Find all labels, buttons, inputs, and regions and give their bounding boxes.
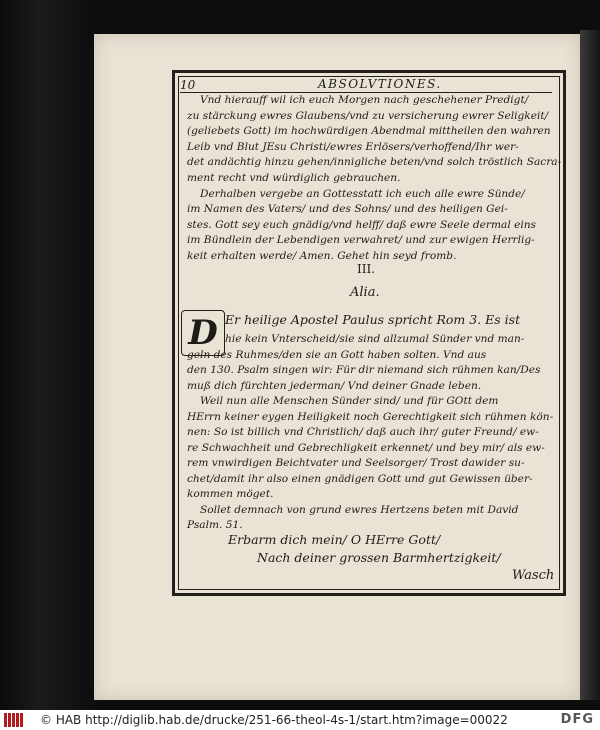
catchword: Wasch: [512, 568, 555, 583]
prayer-line-2: Nach deiner grossen Barmhertzigkeit/: [257, 550, 501, 565]
text-line: muß dich fürchten jederman/ Vnd deiner Gnade leben.: [187, 379, 482, 392]
text-line: Derhalben vergebe an Gottesstatt ich euch alle ewre Sünde/: [200, 187, 525, 200]
text-line: Weil nun alle Menschen Sünder sind/ und für GOtt dem: [200, 395, 499, 407]
section-title: Alia.: [350, 285, 380, 300]
text-line: geln des Ruhmes/den sie an Gott haben solten. Vnd aus: [187, 348, 487, 361]
text-line: (geliebets Gott) im hochwürdigen Abendmal mittheilen den wahren: [187, 125, 551, 138]
running-head: ABSOLVTIONES.: [318, 77, 442, 91]
text-line: Leib vnd Blut JEsu Christi/ewres Erlösers/verhoffend/Ihr wer-: [187, 140, 519, 153]
text-line: ment recht vnd würdiglich gebrauchen.: [187, 172, 401, 184]
text-line: Vnd hierauff wil ich euch Morgen nach geschehener Predigt/: [200, 94, 529, 106]
text-line: kommen möget.: [187, 488, 274, 500]
text-line: Psalm. 51.: [187, 519, 243, 531]
copyright-link[interactable]: © HAB http://diglib.hab.de/drucke/251-66-theol-4s-1/start.htm?image=00022: [40, 713, 508, 727]
text-line: im Namen des Vaters/ und des Sohns/ und des heiligen Gei-: [187, 203, 508, 216]
text-line: det andächtig hinzu gehen/innigliche beten/vnd solch tröstlich Sacra-: [187, 156, 562, 169]
text-line: zu stärckung ewres Glaubens/vnd zu versicherung ewrer Seligkeit/: [187, 109, 549, 122]
text-line: nen: So ist billich vnd Christlich/ daß auch ihr/ guter Freund/ ew-: [187, 426, 539, 438]
text-line: chet/damit ihr also einen gnädigen Gott und gut Gewissen über-: [187, 472, 533, 485]
footer-bar: [0, 710, 600, 730]
hab-library-icon: [4, 713, 24, 727]
text-line: rem vnwirdigen Beichtvater und Seelsorger/ Trost dawider su-: [187, 457, 525, 469]
dropcap-letter: D: [188, 313, 218, 353]
text-line: stes. Gott sey euch gnädig/vnd helff/ daß ewre Seele dermal eins: [187, 218, 536, 231]
facing-page-edge: [580, 30, 600, 700]
first-line: Er heilige Apostel Paulus spricht Rom 3. Es ist: [225, 312, 521, 327]
text-line: hie kein Vnterscheid/sie sind allzumal Sünder vnd man-: [225, 333, 525, 345]
dfg-logo: DFG: [560, 712, 594, 727]
text-line: den 130. Psalm singen wir: Für dir niemand sich rühmen kan/Des: [187, 364, 541, 376]
page-number: 10: [180, 78, 196, 92]
text-line: Sollet demnach von grund ewres Hertzens beten mit David: [200, 503, 519, 516]
section-number: III.: [357, 262, 376, 276]
text-line: im Bündlein der Lebendigen verwahret/ und zur ewigen Herrlig-: [187, 234, 535, 247]
text-line: HErrn keiner eygen Heiligkeit noch Gerechtigkeit sich rühmen kön-: [187, 410, 554, 423]
prayer-line-1: Erbarm dich mein/ O HErre Gott/: [228, 532, 441, 547]
text-line: keit erhalten werde/ Amen. Gehet hin seyd fromb.: [187, 250, 457, 262]
text-line: re Schwachheit und Gebrechligkeit erkennet/ und bey mir/ als ew-: [187, 441, 545, 454]
